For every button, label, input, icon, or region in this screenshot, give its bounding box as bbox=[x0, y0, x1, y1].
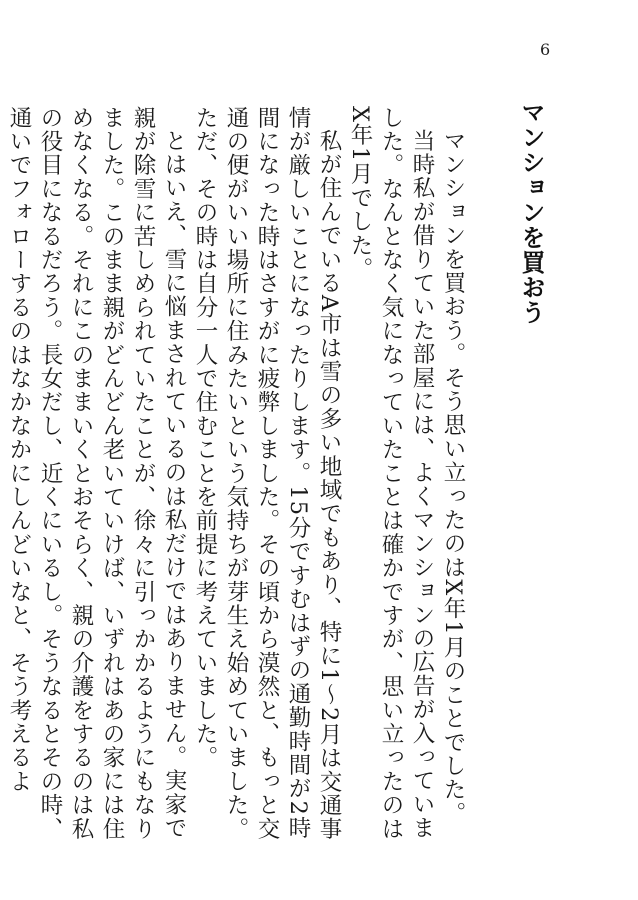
chapter-title: マンションを買おう bbox=[517, 100, 545, 325]
paragraph-3: 私が住んでいるA市は雪の多い地域でもあり、特に1〜2月は交通事情が厳しいことになったりします。15分ですむはずの通勤時間が2時間になった時はさすがに疲弊しました。その頃から漠然と、もっと交通の便がいい場所に住みたいという気持ちが芽生え始めていました。ただ、その時は自分一人で住むことを前提に考えていました。 bbox=[192, 106, 342, 841]
paragraph-4: とはいえ、雪に悩まされているのは私だけではありません。実家で親が除雪に苦しめられていたことが、徐々に引っかかるようにもなりました。このまま親がどんどん老いていけば、いずれはあの家には住めなくなる。それにこのままいくとおそらく、親の介護をするのは私の役目になるだろう。長女だし、近くにいるし。そうなるとその時、通いでフォローするのはなかなかにしんどいなと、そう考えるよ bbox=[6, 106, 187, 841]
paragraph-1: マンションを買おう。そう思い立ったのはX年1月のことでした。 bbox=[440, 128, 466, 825]
page-number: 6 bbox=[540, 40, 551, 59]
paragraph-2: 当時私が借りていた部屋には、よくマンションの広告が入っていました。なんとなく気になっていたことは確かですが、思い立ったのはX年1月でした。 bbox=[347, 106, 435, 841]
body-text bbox=[6, 106, 468, 846]
